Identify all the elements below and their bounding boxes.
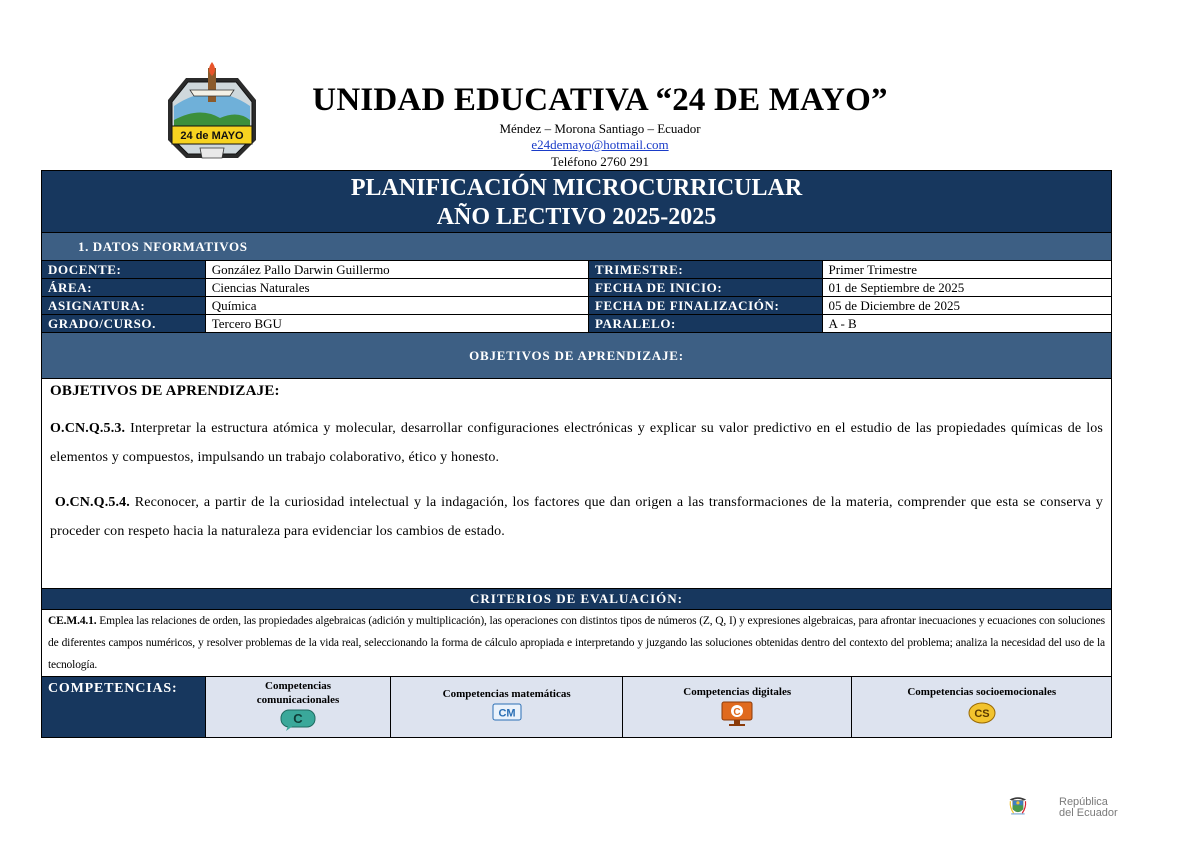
republica-ecuador-text: República del Ecuador xyxy=(1059,796,1118,819)
info-label: PARALELO: xyxy=(588,315,822,332)
info-value: Tercero BGU xyxy=(205,315,588,332)
info-label: ÁREA: xyxy=(42,279,205,296)
info-value: 05 de Diciembre de 2025 xyxy=(822,297,1111,314)
competencia-matematica xyxy=(390,677,622,737)
info-value: Primer Trimestre xyxy=(822,261,1111,278)
planning-banner xyxy=(42,171,1111,233)
competencia-name: Competencias matemáticas xyxy=(442,688,571,700)
math-calculator-icon xyxy=(492,703,522,721)
objetivo-code: O.CN.Q.5.3. xyxy=(50,421,126,436)
info-row-area xyxy=(42,279,1111,297)
competencia-socioemocional xyxy=(851,677,1111,737)
competencia-name: Competencias socioemocionales xyxy=(907,686,1057,698)
svg-text:CS: CS xyxy=(974,708,990,720)
objetivo-code: O.CN.Q.5.4. xyxy=(54,495,130,510)
banner-title: PLANIFICACIÓN MICROCURRICULAR xyxy=(350,175,803,201)
info-label: GRADO/CURSO. xyxy=(42,315,205,332)
objetivos-title: OBJETIVOS DE APRENDIZAJE: xyxy=(50,383,280,399)
info-row-grado xyxy=(42,315,1111,333)
criterios-body xyxy=(42,610,1111,677)
info-label: FECHA DE FINALIZACIÓN: xyxy=(588,297,822,314)
svg-text:C: C xyxy=(293,711,303,726)
datos-informativos-heading: 1. DATOS NFORMATIVOS xyxy=(42,233,1111,261)
objetivos-body xyxy=(42,379,1111,589)
competencia-comunicacional xyxy=(205,677,391,737)
digital-monitor-icon xyxy=(719,701,755,727)
info-label: TRIMESTRE: xyxy=(588,261,822,278)
school-location: Méndez – Morona Santiago – Ecuador xyxy=(499,121,701,136)
criterio-text: Emplea las relaciones de orden, las propiedades algebraicas (adición y multiplicación), las operaciones con distintos tipos de números (Z, Q, I) y expresiones algebraicas, para afrontar inecuaciones y ecuaciones con soluciones de diferentes campos numéricos, y resolver problemas de la vida real, seleccionando la forma de cálculo apropiada e interpretando y juzgando las soluciones obtenidas dentro del contexto del problema; analiza la necesidad del uso de la tecnología. xyxy=(48,615,1105,671)
objetivo-item xyxy=(50,414,1103,472)
criterios-heading: CRITERIOS DE EVALUACIÓN: xyxy=(42,589,1111,610)
svg-text:C: C xyxy=(733,707,741,718)
info-value: Ciencias Naturales xyxy=(205,279,588,296)
info-label: FECHA DE INICIO: xyxy=(588,279,822,296)
competencia-name: Competencias digitales xyxy=(683,686,792,698)
school-email-link[interactable]: e24demayo@hotmail.com xyxy=(531,137,669,152)
planning-table xyxy=(41,170,1112,738)
ecuador-coat-of-arms xyxy=(1008,776,1058,836)
school-title: UNIDAD EDUCATIVA “24 DE MAYO” xyxy=(312,82,888,118)
communication-speech-icon xyxy=(280,709,316,731)
school-phone: Teléfono 2760 291 xyxy=(550,154,649,169)
competencia-name: Competencias comunicacionales xyxy=(256,680,340,706)
info-value: González Pallo Darwin Guillermo xyxy=(205,261,588,278)
logo-text: 24 de MAYO xyxy=(180,130,244,142)
competencias-label: COMPETENCIAS: xyxy=(42,677,205,737)
objetivos-heading: OBJETIVOS DE APRENDIZAJE: xyxy=(42,333,1111,379)
objetivo-text: Interpretar la estructura atómica y molecular, desarrollar configuraciones electrónicas y explicar su valor predictivo en el estudio de las propiedades químicas de los elementos y compuestos, impulsando un trabajo colaborativo, ético y honesto. xyxy=(50,421,1103,465)
competencias-row xyxy=(42,677,1111,737)
info-value: 01 de Septiembre de 2025 xyxy=(822,279,1111,296)
objetivo-item xyxy=(50,488,1103,546)
competencia-digital xyxy=(622,677,852,737)
info-row-asignatura xyxy=(42,297,1111,315)
objetivo-text: Reconocer, a partir de la curiosidad intelectual y la indagación, los factores que dan origen a las transformaciones de la materia, comprender que esta se conserva y proceder con respeto hacia la naturaleza para evidenciar los cambios de estado. xyxy=(50,495,1103,539)
info-value: A - B xyxy=(822,315,1111,332)
info-row-docente xyxy=(42,261,1111,279)
svg-text:CM: CM xyxy=(498,707,516,720)
info-label: ASIGNATURA: xyxy=(42,297,205,314)
banner-year: AÑO LECTIVO 2025-2025 xyxy=(436,204,717,230)
info-label: DOCENTE: xyxy=(42,261,205,278)
socioemotional-icon xyxy=(967,701,997,725)
criterio-code: CE.M.4.1. xyxy=(48,615,97,627)
info-value: Química xyxy=(205,297,588,314)
